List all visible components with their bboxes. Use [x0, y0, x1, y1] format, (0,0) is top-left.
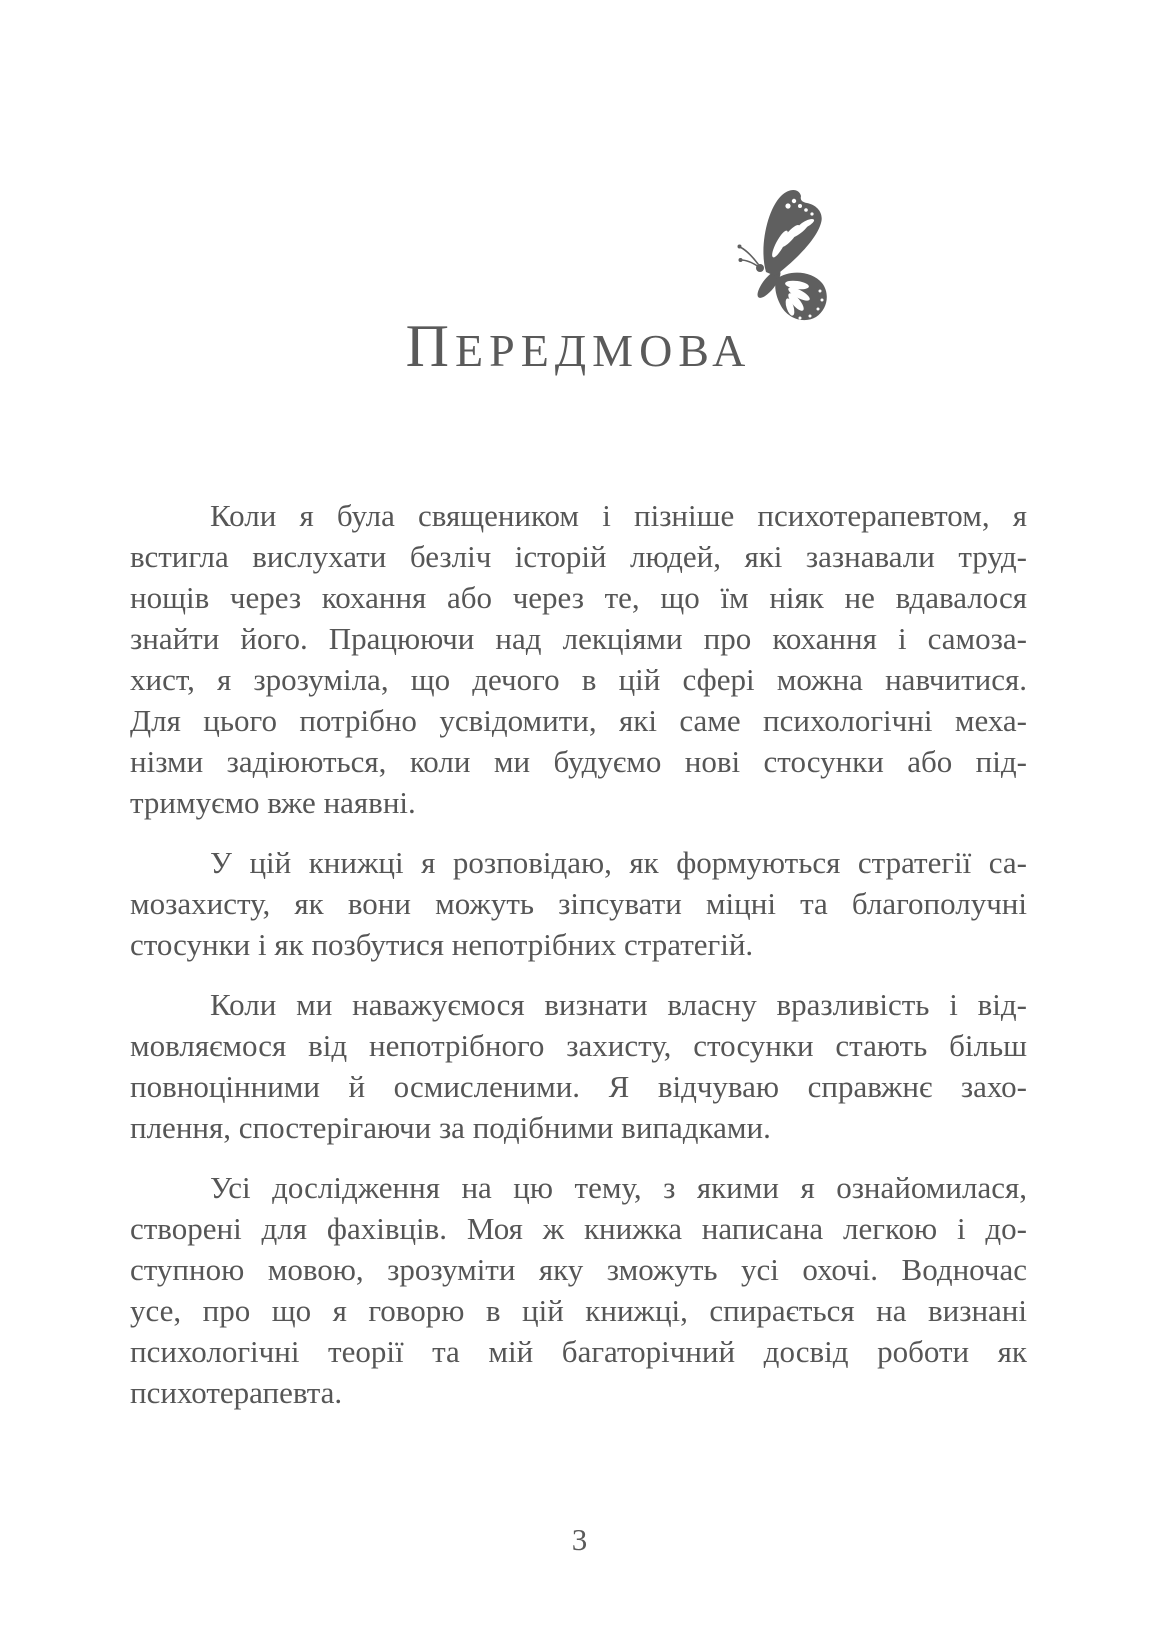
text-line: мовляємося від непотрібного захисту, стосунки стають більш [130, 1028, 1027, 1063]
text-line: мозахисту, як вони можуть зіпсувати міцні та благополучні [130, 886, 1027, 921]
text-line: психологічні теорії та мій багаторічний досвід роботи як [130, 1334, 1027, 1369]
text-line: створені для фахівців. Моя ж книжка написана легкою і до- [130, 1211, 1027, 1246]
text-line: плення, спостерігаючи за подібними випадками. [130, 1110, 771, 1145]
title-initial: П [405, 313, 456, 379]
text-line: нізми задіюються, коли ми будуємо нові стосунки або під- [130, 744, 1027, 779]
text-line: повноцінними й осмисленими. Я відчуваю справжнє захо- [130, 1069, 1027, 1104]
text-line: У цій книжці я розповідаю, як формуються стратегії са- [210, 845, 1027, 880]
text-line: стосунки і як позбутися непотрібних стратегій. [130, 927, 754, 962]
text-line: ступною мовою, зрозуміти яку зможуть усі охочі. Водночас [130, 1252, 1027, 1287]
paragraph [130, 984, 1027, 1148]
text-line: Усі дослідження на цю тему, з якими я ознайомилася, [210, 1170, 1027, 1205]
butterfly-illustration [736, 188, 828, 326]
title-rest: ЕРЕДМОВА [455, 325, 752, 376]
text-line: усе, про що я говорю в цій книжці, спирається на визнані [130, 1293, 1027, 1328]
text-line: встигла вислухати безліч історій людей, які зазнавали труд- [130, 539, 1027, 574]
text-line: знайти його. Працюючи над лекціями про кохання і самоза- [130, 621, 1027, 656]
butterfly-icon [736, 188, 828, 326]
paragraph [130, 842, 1027, 965]
text-line: психотерапевта. [130, 1375, 343, 1410]
text-line: Для цього потрібно усвідомити, які саме психологічні меха- [130, 703, 1027, 738]
page-number: 3 [571, 1522, 588, 1557]
text-line: Коли ми наважуємося визнати власну вразливість і від- [210, 987, 1027, 1022]
text-line: Коли я була священиком і пізніше психотерапевтом, я [210, 498, 1027, 533]
body-text [130, 495, 1027, 1432]
page-title [130, 313, 1027, 379]
paragraph [130, 1167, 1027, 1413]
paragraph [130, 495, 1027, 823]
text-line: нощів через кохання або через те, що їм ніяк не вдавалося [130, 580, 1027, 615]
text-line: тримуємо вже наявні. [130, 785, 416, 820]
text-line: хист, я зрозуміла, що дечого в цій сфері можна навчитися. [130, 662, 1027, 697]
